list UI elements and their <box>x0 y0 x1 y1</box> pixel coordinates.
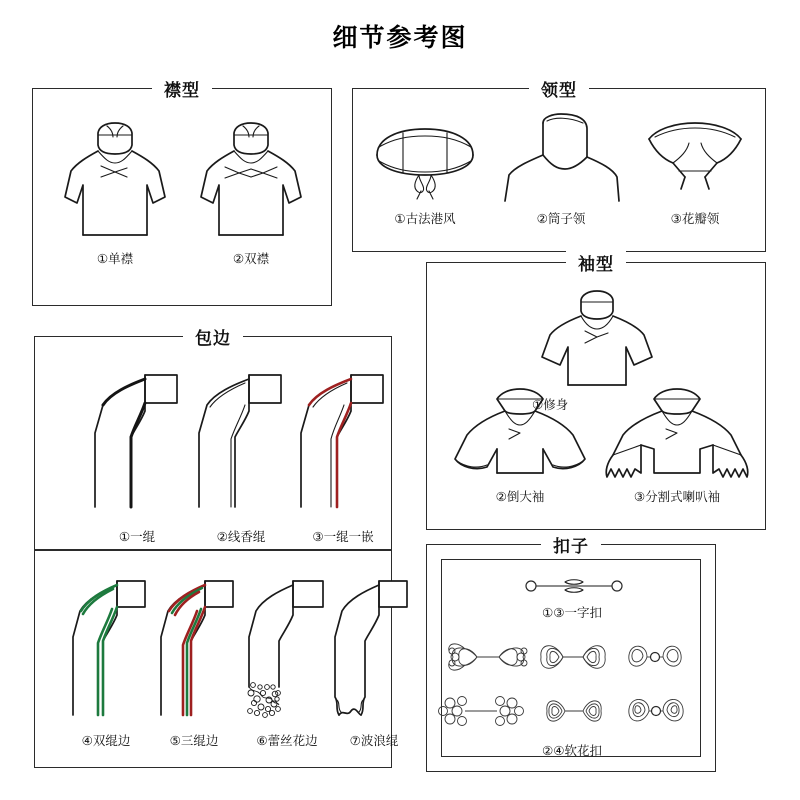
panel-piping <box>34 329 399 768</box>
piping-wave-illustration <box>327 567 423 717</box>
page-title: 细节参考图 <box>332 23 468 52</box>
panel-button-title: 扣子 <box>541 532 601 557</box>
piping-item-label-3: ③一绲一嵌 <box>312 529 374 544</box>
button-soft-flower-row-2 <box>447 685 697 741</box>
piping-row-divider <box>35 549 391 551</box>
collar-item-label-1: ①古法港风 <box>394 211 456 226</box>
button-bar-illustration <box>519 573 629 599</box>
piping-item-label-1: ①一绲 <box>118 529 156 544</box>
button-soft-flower-row-1 <box>447 627 697 687</box>
piping-item-label-6: ⑥蕾丝花边 <box>256 733 318 748</box>
piping-sankun-illustration <box>153 567 249 717</box>
piping-yikunyiqian-illustration <box>289 359 399 509</box>
collar-item-label-3: ③花瓣领 <box>670 211 720 226</box>
sleeve-item-label-3: ③分割式喇叭袖 <box>633 489 721 504</box>
sleeve-flare-illustration <box>597 373 757 485</box>
collar-gangfeng-illustration <box>363 109 487 205</box>
collar-item-label-2: ②筒子领 <box>536 211 586 226</box>
panel-button <box>426 537 716 772</box>
sleeve-item-label-2: ②倒大袖 <box>495 489 545 504</box>
placket-item-label-1: ①单襟 <box>96 251 134 266</box>
button-item-label-2: ②④软花扣 <box>542 743 602 758</box>
piping-yikun-illustration <box>83 359 193 509</box>
panel-piping-title: 包边 <box>183 324 243 349</box>
panel-placket-title: 襟型 <box>152 76 212 101</box>
button-item-label-1: ①③一字扣 <box>542 605 602 620</box>
piping-item-label-4: ④双绲边 <box>81 733 131 748</box>
panel-collar-title: 领型 <box>529 76 589 101</box>
collar-tube-illustration <box>499 109 623 205</box>
panel-sleeve <box>426 255 766 530</box>
placket-double-illustration <box>191 111 311 241</box>
sleeve-daoda-illustration <box>445 373 595 485</box>
collar-petal-illustration <box>633 109 757 205</box>
placket-item-label-2: ②双襟 <box>232 251 270 266</box>
panel-sleeve-title: 袖型 <box>566 250 626 275</box>
panel-placket <box>32 81 332 306</box>
placket-single-illustration <box>55 111 175 241</box>
piping-xianxiang-illustration <box>187 359 297 509</box>
sleeve-item-label-1: ①修身 <box>532 397 569 412</box>
piping-item-label-2: ②线香绲 <box>216 529 266 544</box>
panel-collar <box>352 81 766 252</box>
piping-item-label-5: ⑤三绲边 <box>169 733 219 748</box>
piping-shuangkun-illustration <box>65 567 161 717</box>
piping-lace-illustration <box>241 567 341 717</box>
piping-item-label-7: ⑦波浪绲 <box>349 733 399 748</box>
